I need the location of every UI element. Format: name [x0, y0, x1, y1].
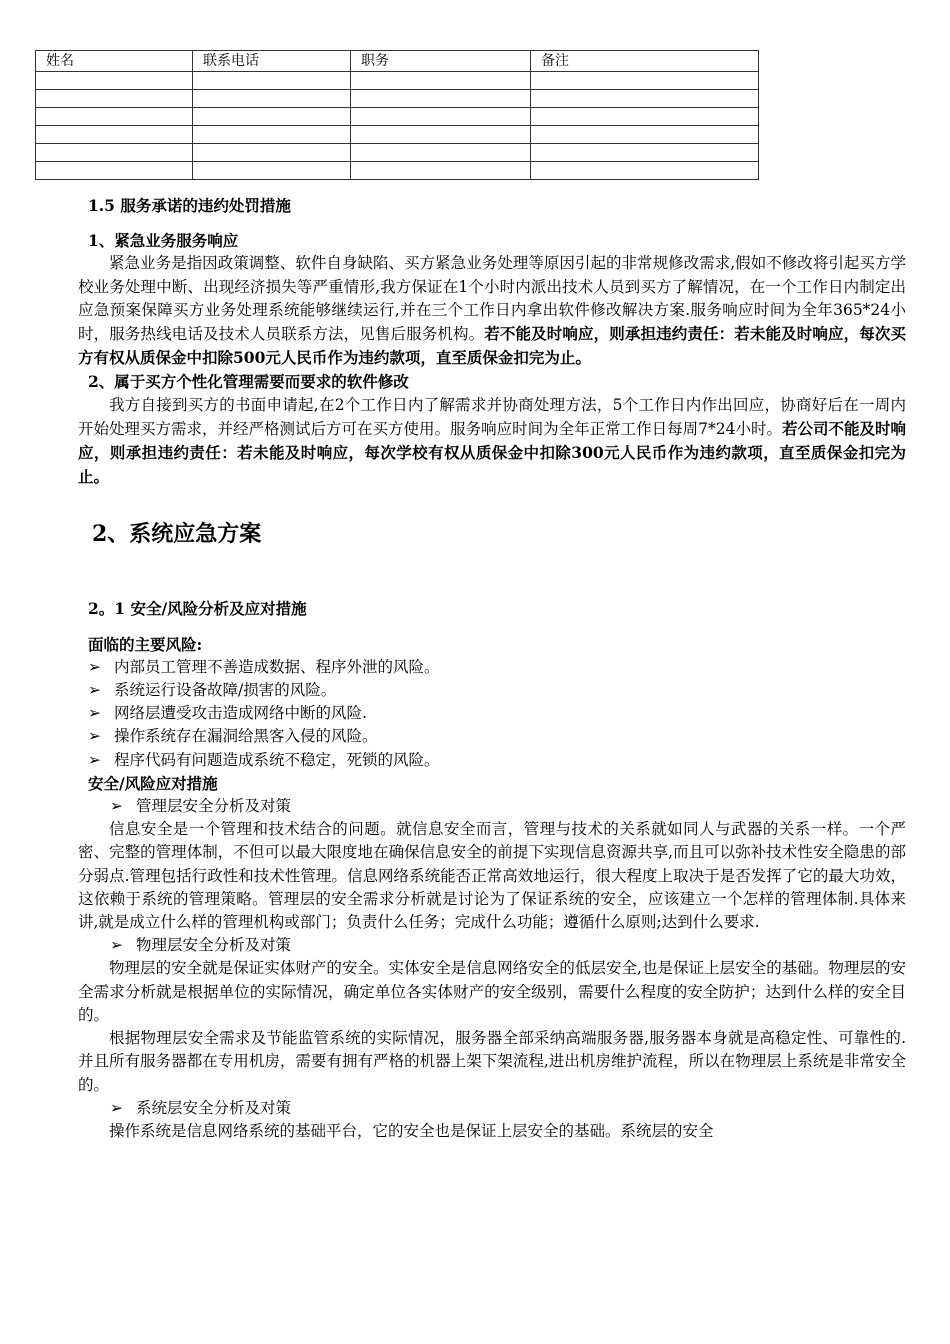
table-cell: [193, 162, 351, 180]
contact-table: [35, 50, 759, 180]
table-cell: [36, 144, 193, 162]
arrow-bullet-icon: ➢: [88, 704, 101, 723]
item-1-paragraph: [78, 252, 906, 370]
list-item: [88, 702, 906, 725]
list-item: [88, 749, 906, 772]
risk-text: 内部员工管理不善造成数据、程序外泄的风险。: [114, 657, 440, 676]
header-remarks: 备注: [531, 51, 759, 72]
item-1-title: 1、紧急业务服务响应: [88, 231, 239, 251]
table-cell: [193, 72, 351, 90]
item-1-penalty: 若不能及时响应，则承担违约责任：若未能及时响应，每次买方有权从质保金中扣除500元人民币作为违约款项，直至质保金扣完为止。: [78, 324, 906, 368]
table-cell: [351, 162, 531, 180]
phys-paragraph-1: 物理层的安全就是保证实体财产的安全。实体安全是信息网络安全的低层安全,也是保证上层安全的基础。物理层的安全需求分析就是根据单位的实际情况，确定单位各实体财产的安全级别，需要什么程度的安全防护；达到什么样的安全目的。: [78, 959, 906, 1024]
sys-heading: [110, 1097, 906, 1120]
table-cell: [351, 108, 531, 126]
section-1-5-heading: 1.5 服务承诺的违约处罚措施: [88, 196, 291, 215]
table-cell: [36, 162, 193, 180]
sys-title: 系统层安全分析及对策: [136, 1098, 292, 1117]
item-2-title: 2、属于买方个性化管理需要而要求的软件修改: [88, 372, 409, 392]
table-row: [36, 126, 759, 144]
arrow-bullet-icon: ➢: [88, 657, 101, 676]
table-cell: [531, 90, 759, 108]
arrow-bullet-icon: ➢: [110, 1098, 123, 1117]
table-cell: [531, 72, 759, 90]
section-2-1-heading: 2。1 安全/风险分析及应对措施: [88, 599, 307, 619]
sys-paragraph: 操作系统是信息网络系统的基础平台，它的安全也是保证上层安全的基础。系统层的安全: [109, 1121, 714, 1140]
table-cell: [36, 72, 193, 90]
table-cell: [193, 126, 351, 144]
item-2-text: 我方自接到买方的书面申请起,在2个工作日内了解需求并协商处理方法，5个工作日内作出回应，协商好后在一周内开始处理买方需求，并经严格测试后方可在买方使用。服务响应时间为全年正常工作日每周7*24小时。: [78, 395, 906, 438]
table-cell: [531, 126, 759, 144]
item-2-paragraph: [78, 394, 906, 490]
phys-title: 物理层安全分析及对策: [136, 936, 292, 955]
mgmt-paragraph: 信息安全是一个管理和技术结合的问题。就信息安全而言，管理与技术的关系就如同人与武器的关系一样。一个严密、完整的管理体制，不但可以最大限度地在确保信息安全的前提下实现信息资源共享,而且可以弥补技术性安全隐患的部分弱点.管理包括行政性和技术性管理。信息网络系统能否正常高效地运行，很大程度上取决于是否发挥了它的最大功效，这依赖于系统的管理策略。管理层的安全需求分析就是讨论为了保证系统的安全，应该建立一个怎样的管理体制.具体来讲,就是成立什么样的管理机构或部门；负责什么任务；完成什么功能；遵循什么原则;达到什么要求.: [78, 820, 906, 932]
arrow-bullet-icon: ➢: [110, 936, 123, 955]
list-item: [88, 725, 906, 748]
phys-paragraph-2: 根据物理层安全需求及节能监管系统的实际情况，服务器全部采纳高端服务器,服务器本身就是高稳定性、可靠性的.并且所有服务器都在专用机房，需要有拥有严格的机器上架下架流程,进出机房维护流程，所以在物理层上系统是非常安全的。: [78, 1029, 906, 1094]
header-name: 姓名: [36, 51, 193, 72]
table-cell: [351, 90, 531, 108]
table-cell: [193, 108, 351, 126]
table-row: [36, 72, 759, 90]
table-row: [36, 90, 759, 108]
arrow-bullet-icon: ➢: [88, 750, 101, 769]
table-header-row: [36, 51, 759, 72]
table-cell: [351, 144, 531, 162]
mgmt-heading: [110, 795, 906, 818]
document-body: [80, 194, 906, 1143]
item-2-penalty: 若公司不能及时响应，则承担违约责任：若未能及时响应，每次学校有权从质保金中扣除300元人民币作为违约款项，直至质保金扣完为止。: [78, 418, 906, 487]
risks-title: 面临的主要风险:: [88, 634, 203, 654]
table-cell: [36, 108, 193, 126]
list-item: [88, 656, 906, 679]
header-position: 职务: [351, 51, 531, 72]
table-cell: [36, 90, 193, 108]
arrow-bullet-icon: ➢: [110, 797, 123, 816]
table-cell: [531, 162, 759, 180]
risk-text: 网络层遭受攻击造成网络中断的风险.: [114, 704, 367, 723]
header-phone: 联系电话: [193, 51, 351, 72]
phys-heading: [110, 934, 906, 957]
table-cell: [351, 72, 531, 90]
item-1-text: 紧急业务是指因政策调整、软件自身缺陷、买方紧急业务处理等原因引起的非常规修改需求,假如不修改将引起买方学校业务处理中断、出现经济损失等严重情形,我方保证在1个小时内派出技术人员到买方了解情况，在一个工作日内制定出应急预案保障买方业务处理系统能够继续运行,并在三个工作日内拿出软件修改解决方案.服务响应时间为全年365*24小时，服务热线电话及技术人员联系方法，见售后服务机构。: [78, 254, 906, 344]
section-2-heading: 2、系统应急方案: [92, 521, 262, 548]
table-row: [36, 162, 759, 180]
table-row: [36, 108, 759, 126]
table-cell: [531, 144, 759, 162]
arrow-bullet-icon: ➢: [88, 727, 101, 746]
risk-text: 程序代码有问题造成系统不稳定，死锁的风险。: [114, 750, 440, 769]
arrow-bullet-icon: ➢: [88, 681, 101, 700]
measures-title: 安全/风险应对措施: [88, 773, 218, 793]
risk-text: 操作系统存在漏洞给黑客入侵的风险。: [114, 727, 378, 746]
list-item: [88, 679, 906, 702]
table-cell: [36, 126, 193, 144]
table-cell: [351, 126, 531, 144]
table-cell: [531, 108, 759, 126]
table-cell: [193, 90, 351, 108]
risk-text: 系统运行设备故障/损害的风险。: [114, 681, 337, 700]
table-row: [36, 144, 759, 162]
mgmt-title: 管理层安全分析及对策: [136, 797, 292, 816]
table-cell: [193, 144, 351, 162]
